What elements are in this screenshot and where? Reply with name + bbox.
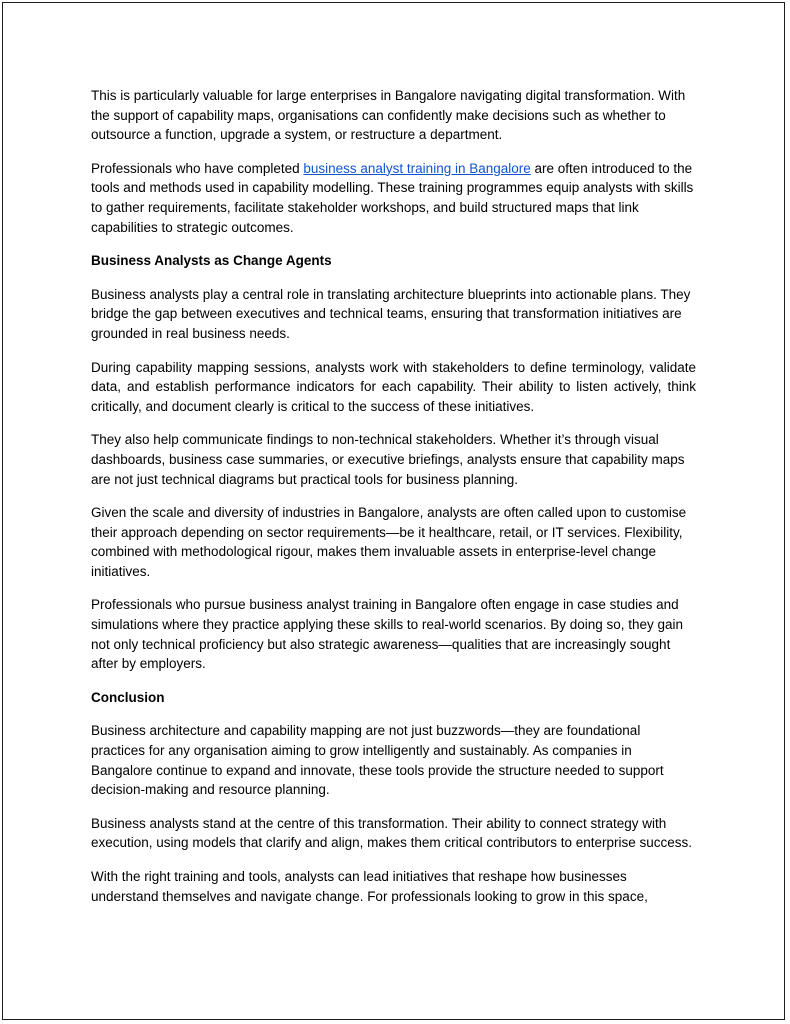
paragraph-text: are often introduced to the tools and methods used in capability modelling. These training programmes equip analysts with skills to gather requirements, facilitate stakeholder workshops, and build structured maps that link capabilities to strategic outcomes. [91,160,694,235]
paragraph-text: Professionals who have completed [91,160,304,176]
document-content [3,3,784,906]
paragraph: Business analysts stand at the centre of this transformation. Their ability to connect strategy with execution, using models that clarify and align, makes them critical contributors to enterprise success. [91,815,693,851]
paragraph: During capability mapping sessions, analysts work with stakeholders to define terminology, validate data, and establish performance indicators for each capability. Their ability to listen actively, think critically, and document clearly is critical to the success of these initiatives. [91,359,696,414]
paragraph [91,159,696,237]
section-heading-change-agents: Business Analysts as Change Agents [91,253,332,269]
paragraph: Given the scale and diversity of industries in Bangalore, analysts are often called upon to customise their approach depending on sector requirements—be it healthcare, retail, or IT services. Flexibility, combined with methodological rigour, makes them invaluable assets in enterprise-level change initiatives. [91,505,687,579]
section-heading-conclusion: Conclusion [91,689,165,705]
document-page [2,2,785,1020]
paragraph: Business architecture and capability mapping are not just buzzwords—they are foundational practices for any organisation aiming to grow intelligently and sustainably. As companies in Bangalore continue to expand and innovate, these tools provide the structure needed to support decision-making and resource planning. [91,723,664,798]
paragraph: Business analysts play a central role in translating architecture blueprints into actionable plans. They bridge the gap between executives and technical teams, ensuring that transformation initiatives are grounded in real business needs. [91,286,691,341]
business-analyst-training-link[interactable]: business analyst training in Bangalore [303,160,531,176]
paragraph: With the right training and tools, analysts can lead initiatives that reshape how businesses understand themselves and navigate change. For professionals looking to grow in this space, [91,869,648,904]
paragraph: Professionals who pursue business analyst training in Bangalore often engage in case studies and simulations where they practice applying these skills to real-world scenarios. By doing so, they gain not only technical proficiency but also strategic awareness—qualities that are increasingly sought after by employers. [91,597,684,672]
paragraph: They also help communicate findings to non-technical stakeholders. Whether it’s through visual dashboards, business case summaries, or executive briefings, analysts ensure that capability maps are not just technical diagrams but practical tools for business planning. [91,432,685,487]
paragraph: This is particularly valuable for large enterprises in Bangalore navigating digital transformation. With the support of capability maps, organisations can confidently make decisions such as whether to outsource a function, upgrade a system, or restructure a department. [91,88,686,143]
